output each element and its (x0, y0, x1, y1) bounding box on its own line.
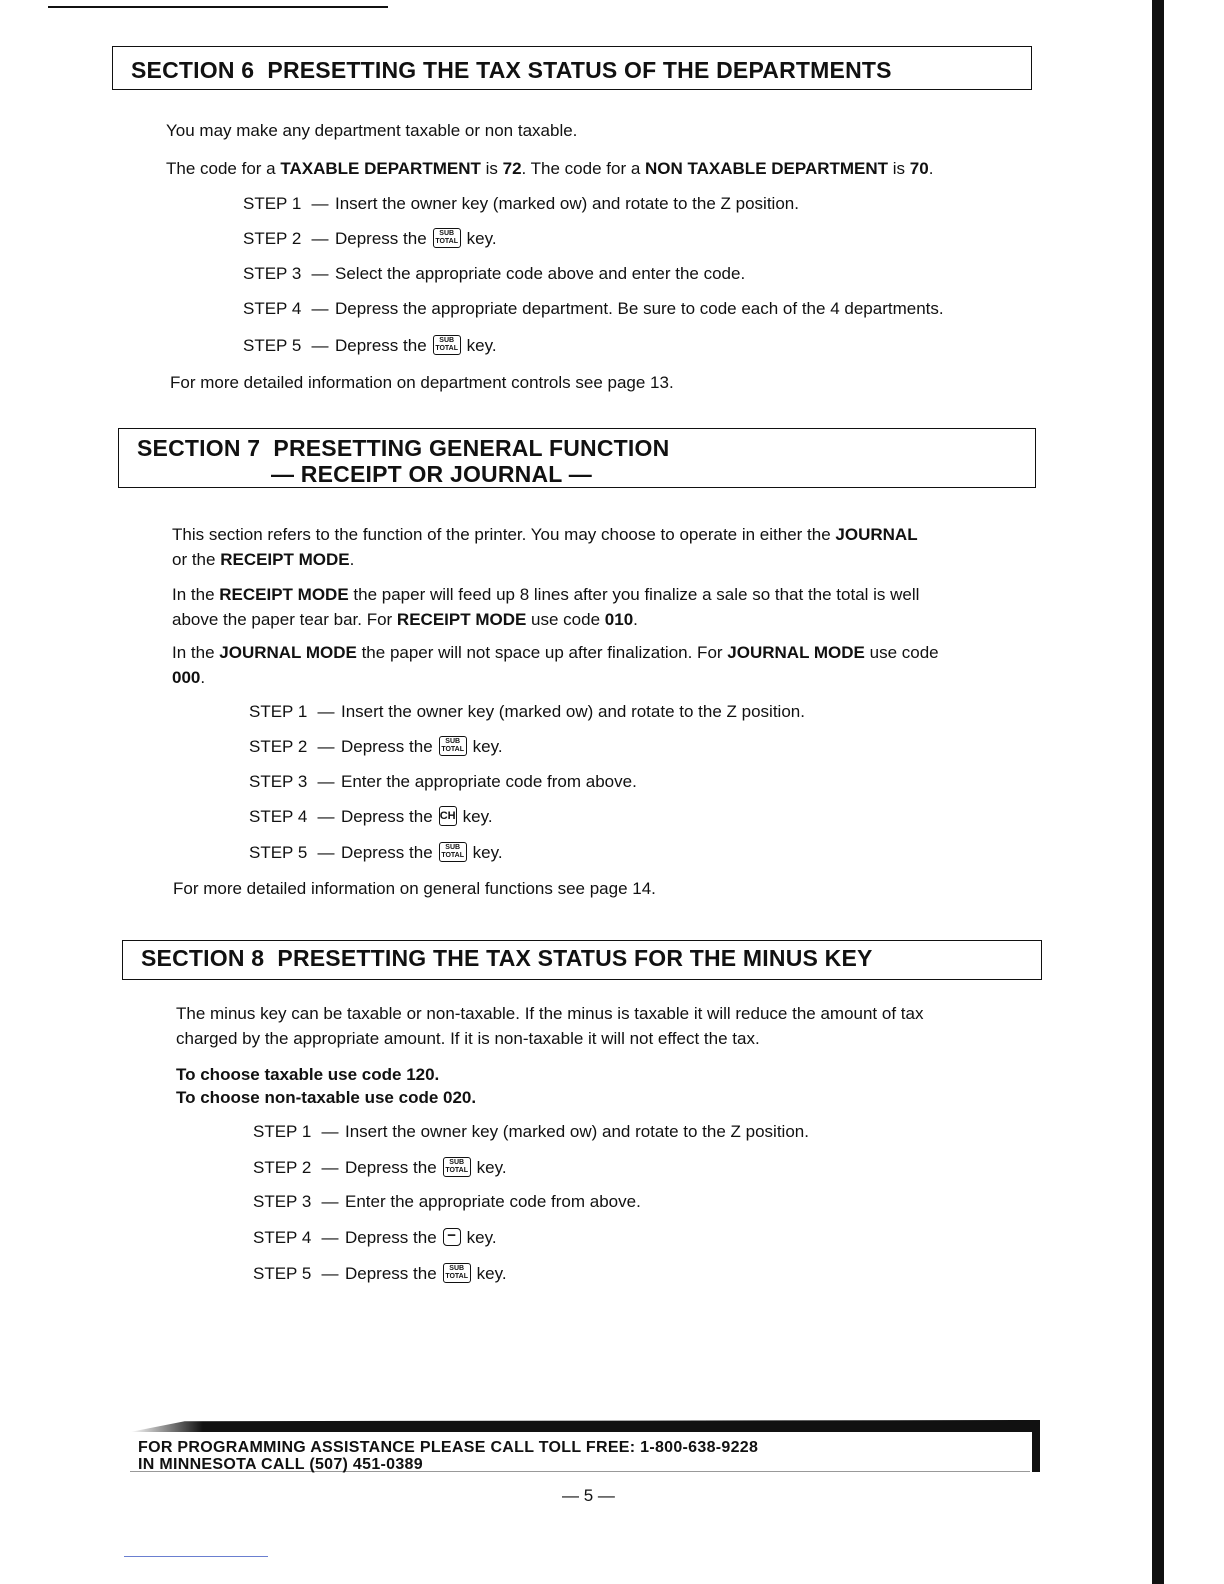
section-6-header (112, 46, 1032, 90)
subtotal-key-icon: SUB TOTAL (443, 1263, 471, 1283)
section-8-paragraph-1: The minus key can be taxable or non-taxable. If the minus is taxable it will reduce the amount of tax charged by the appropriate amount. If it is non-taxable it will not effect the tax. (176, 1004, 924, 1048)
section-6-intro: You may make any department taxable or non taxable. (166, 121, 578, 140)
section-7-paragraph-2: In the RECEIPT MODE the paper will feed up 8 lines after you finalize a sale so that the total is well above the paper tear bar. For RECEIPT MODE use code 010. (172, 585, 920, 629)
subtotal-key-icon: SUB TOTAL (439, 842, 467, 862)
minus-key-icon: − (443, 1228, 461, 1246)
section-7-step-3: STEP 3 — Enter the appropriate code from above. (249, 772, 637, 791)
section-8-step-2: STEP 2 — Depress the SUB TOTAL key. (253, 1158, 507, 1177)
section-8-codes: To choose taxable use code 120. To choose non-taxable use code 020. (176, 1065, 477, 1107)
subtotal-key-icon: SUB TOTAL (433, 335, 461, 355)
ch-key-icon: CH (439, 806, 457, 826)
section-7-step-2: STEP 2 — Depress the SUB TOTAL key. (249, 737, 503, 756)
section-6-title: PRESETTING THE TAX STATUS OF THE DEPARTMENTS (267, 57, 892, 83)
section-7-step-5: STEP 5 — Depress the SUB TOTAL key. (249, 843, 503, 862)
section-6-codes: The code for a TAXABLE DEPARTMENT is 72. The code for a NON TAXABLE DEPARTMENT is 70. (166, 159, 934, 178)
section-7-paragraph-3: In the JOURNAL MODE the paper will not space up after finalization. For JOURNAL MODE use code 000. (172, 643, 939, 687)
section-7-number: SECTION 7 (137, 435, 261, 461)
section-6-more-info: For more detailed information on department controls see page 13. (170, 373, 674, 392)
section-6-step-2: STEP 2 — Depress the SUB TOTAL key. (243, 229, 497, 248)
page-number: — 5 — (562, 1486, 615, 1505)
section-6-step-3: STEP 3 — Select the appropriate code above and enter the code. (243, 264, 746, 283)
bottom-rule (124, 1556, 268, 1557)
section-7-step-1: STEP 1 — Insert the owner key (marked ow) and rotate to the Z position. (249, 702, 805, 721)
section-8-step-5: STEP 5 — Depress the SUB TOTAL key. (253, 1264, 507, 1283)
footer-toll-free: FOR PROGRAMMING ASSISTANCE PLEASE CALL TOLL FREE: 1-800-638-9228 (138, 1439, 759, 1456)
section-7-more-info: For more detailed information on general functions see page 14. (173, 879, 656, 898)
section-7-header (118, 428, 1036, 488)
section-8-number: SECTION 8 (141, 945, 265, 971)
section-7-paragraph-1: This section refers to the function of the printer. You may choose to operate in either the JOURNAL or the RECEIPT MODE. (172, 525, 918, 569)
top-rule (48, 6, 388, 8)
section-6-step-4: STEP 4 — Depress the appropriate department. Be sure to code each of the 4 departments. (243, 299, 944, 318)
section-7-step-4: STEP 4 — Depress the CH key. (249, 807, 493, 826)
section-8-title: PRESETTING THE TAX STATUS FOR THE MINUS KEY (277, 945, 873, 971)
footer-endcap (1032, 1420, 1040, 1472)
footer-wedge (130, 1420, 1040, 1432)
section-6-number: SECTION 6 (131, 57, 255, 83)
section-8-header (122, 940, 1042, 980)
subtotal-key-icon: SUB TOTAL (443, 1157, 471, 1177)
section-6-step-1: STEP 1 — Insert the owner key (marked ow) and rotate to the Z position. (243, 194, 799, 213)
scan-edge-shadow (1152, 0, 1164, 1584)
section-8-step-4: STEP 4 — Depress the − key. (253, 1226, 497, 1247)
footer-minnesota: IN MINNESOTA CALL (507) 451-0389 (138, 1456, 423, 1473)
section-6-step-5: STEP 5 — Depress the SUB TOTAL key. (243, 336, 497, 355)
section-8-step-1: STEP 1 — Insert the owner key (marked ow) and rotate to the Z position. (253, 1122, 809, 1141)
section-7-title: PRESETTING GENERAL FUNCTION (273, 435, 670, 461)
section-8-step-3: STEP 3 — Enter the appropriate code from above. (253, 1192, 641, 1211)
subtotal-key-icon: SUB TOTAL (433, 228, 461, 248)
section-7-subtitle: — RECEIPT OR JOURNAL — (271, 461, 592, 487)
subtotal-key-icon: SUB TOTAL (439, 736, 467, 756)
